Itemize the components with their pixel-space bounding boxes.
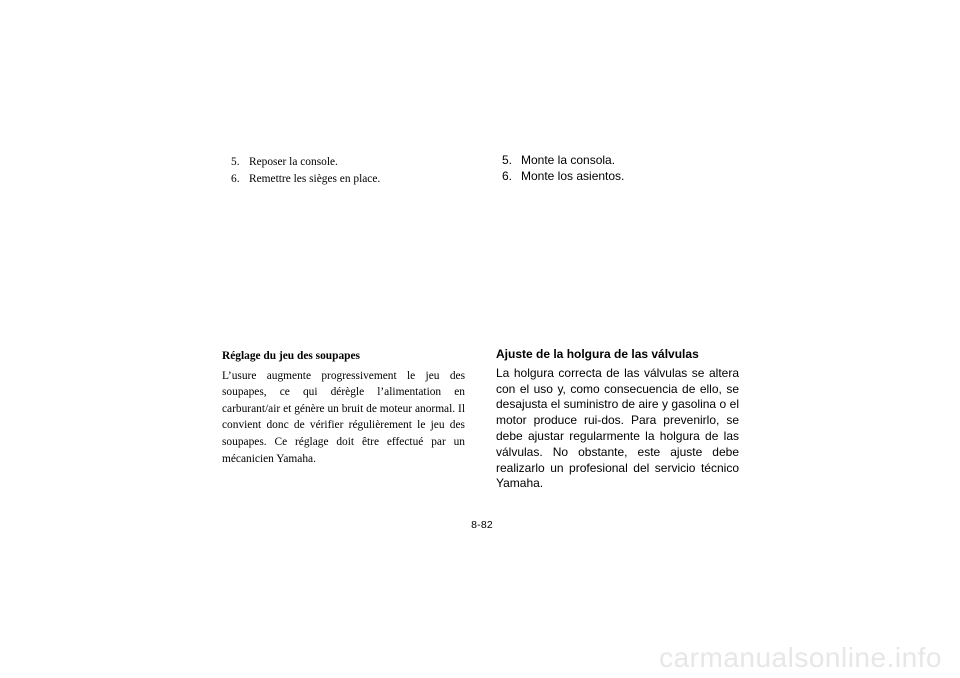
watermark-logo: carmanualsonline.info bbox=[659, 642, 942, 673]
french-section-body: L’usure augmente progressivement le jeu des soupapes, ce qui dérègle l’alimentation en carburant/air et génère un bruit de moteur anormal. Il convient donc de vérifier régulièrement le jeu des soupapes. Ce réglage doit être effectué par un mécanicien Yamaha. bbox=[222, 369, 465, 465]
french-step-6 bbox=[222, 171, 465, 188]
french-valve-section bbox=[222, 348, 465, 467]
spanish-step-5 bbox=[496, 153, 739, 169]
french-steps-list bbox=[222, 154, 465, 187]
step-text: Monte los asientos. bbox=[521, 168, 625, 183]
page-number-text: 8-82 bbox=[471, 519, 493, 531]
step-number: 5. bbox=[502, 153, 513, 167]
step-number: 6. bbox=[502, 168, 513, 183]
step-number: 5. bbox=[231, 156, 240, 168]
step-text: Remettre les sièges en place. bbox=[249, 172, 381, 185]
spanish-steps-list bbox=[496, 153, 739, 185]
spanish-section-heading: Ajuste de la holgura de las válvulas bbox=[496, 347, 699, 361]
spanish-step-6 bbox=[496, 169, 739, 185]
page-number bbox=[0, 519, 960, 531]
french-step-5 bbox=[222, 154, 465, 171]
french-section-heading: Réglage du jeu des soupapes bbox=[222, 350, 360, 362]
step-text: Reposer la console. bbox=[249, 156, 338, 168]
step-text: Monte la consola. bbox=[521, 153, 616, 167]
step-number: 6. bbox=[231, 172, 240, 185]
spanish-valve-section bbox=[496, 347, 739, 492]
spanish-section-body: La holgura correcta de las válvulas se altera con el uso y, como consecuencia de ello, se desajusta el suministro de aire y gasolina o el motor produce rui-dos. Para prevenirlo, se debe ajustar regularmente la holgura de las válvulas. No obstante, este ajuste debe realizarlo un profesional del servicio técnico Yamaha. bbox=[496, 365, 739, 491]
